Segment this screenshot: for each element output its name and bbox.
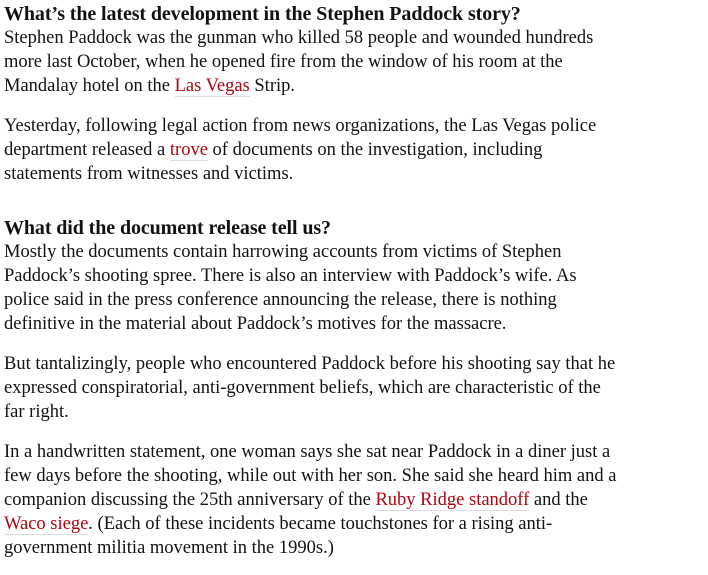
paragraph-text: In a handwritten statement, one woman says she sat near Paddock in a diner just a few days before the shooting, while out with her son. She said she heard him and a companion discussing the 25th anniversary of the [4,442,617,510]
link-ruby-ridge[interactable]: Ruby Ridge standoff [375,490,530,510]
section-heading: What did the document release tell us? [4,217,331,239]
paragraph: Mostly the documents contain harrowing accounts from victims of Stephen Paddock’s shooting spree. There is also an interview with Paddock’s wife. As police said in the press conference announcing the release, there is nothing definitive in the material about Paddock’s motives for the massacre. [4,242,577,334]
paragraph-text: of documents on the investigation, including statements from witnesses and victims. [4,140,543,184]
link-trove[interactable]: trove [169,140,208,160]
paragraph-text: and the [529,490,588,510]
paragraph-text: Strip. [249,76,295,96]
paragraph [4,440,622,560]
paragraph [4,26,622,98]
link-las-vegas[interactable]: Las Vegas [174,76,250,96]
section-heading: What’s the latest development in the Stephen Paddock story? [4,3,521,25]
link-waco-siege[interactable]: Waco siege [4,514,89,534]
paragraph-text: Yesterday, following legal action from news organizations, the Las Vegas police department released a [4,116,597,160]
paragraph [4,114,622,186]
paragraph: But tantalizingly, people who encountered Paddock before his shooting say that he expressed conspiratorial, anti-government beliefs, which are characteristic of the far right. [4,354,616,422]
paragraph-text: . (Each of these incidents became touchstones for a rising anti-government militia movement in the 1990s.) [4,514,553,558]
paragraph-text: Stephen Paddock was the gunman who killed 58 people and wounded hundreds more last October, when he opened fire from the window of his room at the Mandalay hotel on the [4,28,594,96]
